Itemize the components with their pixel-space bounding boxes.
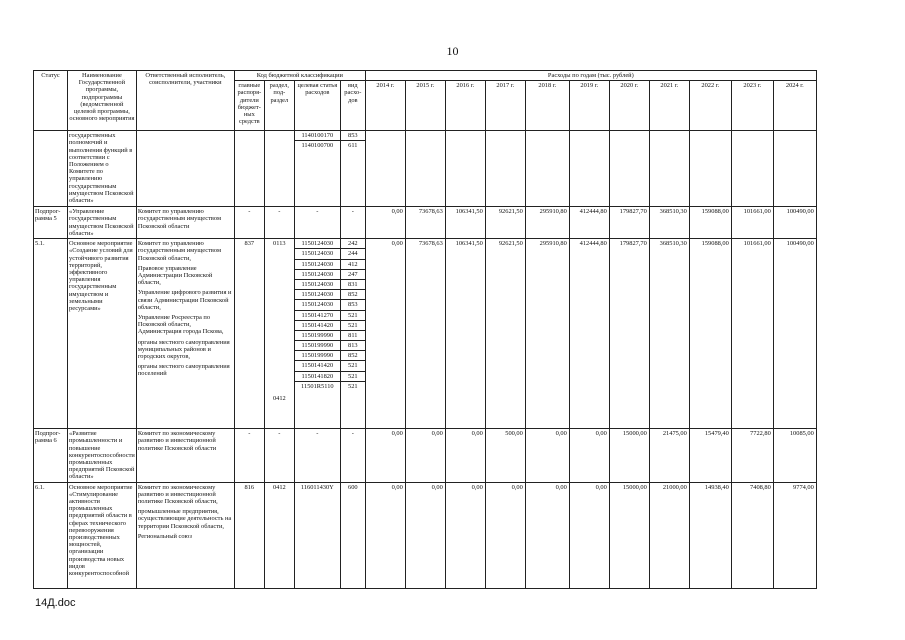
row-csr bbox=[294, 239, 340, 429]
razdel-value: 0113 bbox=[273, 240, 286, 248]
row-year-value: 295910,80 bbox=[525, 207, 569, 239]
row-status: 6.1. bbox=[34, 482, 68, 588]
row-year-value: 179827,70 bbox=[609, 239, 649, 429]
executor-line: Комитет по управлению государственным имуществом Псковской области bbox=[137, 208, 221, 230]
row-year-value bbox=[445, 131, 485, 207]
row-year-value: 0,00 bbox=[365, 207, 405, 239]
row-year-value: 159088,00 bbox=[689, 207, 731, 239]
row-year-value bbox=[731, 131, 773, 207]
executor-line: Комитет по экономическому развитию и инвестиционной политике Псковской области, bbox=[137, 483, 218, 506]
row-year-value bbox=[569, 131, 609, 207]
row-year-value: 0,00 bbox=[405, 482, 445, 588]
table-row bbox=[34, 207, 817, 239]
row-razdel bbox=[264, 239, 294, 429]
footer-filename: 14Д.doc bbox=[35, 597, 76, 609]
row-executor bbox=[136, 207, 234, 239]
row-vr bbox=[340, 239, 365, 429]
row-year-value: 295910,80 bbox=[525, 239, 569, 429]
executor-line: Региональный союз bbox=[137, 532, 192, 540]
row-csr-value: 1150199990 bbox=[295, 351, 340, 361]
header-budget-code: Код бюджетной классификации bbox=[234, 71, 365, 81]
row-year-value: 0,00 bbox=[365, 429, 405, 482]
row-vr bbox=[340, 131, 365, 207]
row-status: Подпрог-рамма 5 bbox=[34, 207, 68, 239]
row-csr-value: 116011430Y bbox=[300, 483, 334, 491]
header-status: Статус bbox=[34, 71, 68, 131]
row-razdel bbox=[264, 429, 294, 482]
row-year-value: 368510,30 bbox=[649, 207, 689, 239]
row-executor bbox=[136, 482, 234, 588]
razdel-value: 0412 bbox=[272, 395, 286, 403]
row-executor bbox=[136, 131, 234, 207]
row-year-value: 412444,80 bbox=[569, 207, 609, 239]
row-year-value: 0,00 bbox=[569, 482, 609, 588]
row-vr-value: 611 bbox=[348, 142, 358, 150]
row-vr-value: 412 bbox=[341, 260, 365, 270]
page-number: 10 bbox=[446, 44, 459, 58]
row-vr bbox=[340, 207, 365, 239]
row-year-value: 0,00 bbox=[365, 482, 405, 588]
executor-line: Управление Росреестра по Псковской области, Администрация города Пскова, bbox=[137, 314, 224, 336]
header-executor: Ответственный исполнитель, соисполнители, участники bbox=[136, 71, 234, 131]
row-year-value: 92621,50 bbox=[485, 239, 525, 429]
executor-line: органы местного самоуправления поселений bbox=[137, 363, 230, 378]
row-year-value: 0,00 bbox=[569, 429, 609, 482]
row-csr bbox=[294, 482, 340, 588]
row-year-value: 159088,00 bbox=[689, 239, 731, 429]
row-year-value: 15000,00 bbox=[609, 482, 649, 588]
row-year-value bbox=[525, 131, 569, 207]
row-vr-value: 811 bbox=[341, 331, 365, 341]
row-csr-value: 1150124030 bbox=[295, 300, 340, 310]
row-year-value: 0,00 bbox=[405, 429, 445, 482]
row-vr bbox=[340, 482, 365, 588]
table-row bbox=[34, 239, 817, 429]
row-year-value: 0,00 bbox=[485, 482, 525, 588]
row-csr-value: 1150124030 bbox=[295, 239, 340, 249]
row-year-value: 368510,30 bbox=[649, 239, 689, 429]
row-vr-value: 852 bbox=[341, 290, 365, 300]
row-year-value: 73678,63 bbox=[405, 239, 445, 429]
row-year-value: 101661,00 bbox=[731, 207, 773, 239]
header-year: 2015 г. bbox=[405, 81, 445, 131]
row-year-value: 92621,50 bbox=[485, 207, 525, 239]
row-year-value: 0,00 bbox=[365, 239, 405, 429]
row-razdel bbox=[264, 482, 294, 588]
row-year-value: 106341,50 bbox=[445, 239, 485, 429]
row-csr bbox=[294, 207, 340, 239]
header-year: 2020 г. bbox=[609, 81, 649, 131]
header-year: 2019 г. bbox=[569, 81, 609, 131]
header-year: 2022 г. bbox=[689, 81, 731, 131]
row-year-value: 15479,40 bbox=[689, 429, 731, 482]
row-csr-value: 1150141270 bbox=[295, 311, 340, 321]
row-year-value: 100490,00 bbox=[773, 207, 816, 239]
row-csr-value: 11501R5110 bbox=[301, 382, 334, 390]
executor-line: органы местного самоуправления муниципальных районов и городских округов, bbox=[137, 338, 230, 361]
row-vr-value: 853 bbox=[341, 300, 365, 310]
executor-line: Управление цифрового развития и связи Администрации Псковской области, bbox=[137, 289, 232, 311]
row-vr-value: 521 bbox=[341, 321, 365, 331]
table-row bbox=[34, 429, 817, 482]
row-csr-value: 1150124030 bbox=[295, 290, 340, 300]
table-row bbox=[34, 482, 817, 588]
table-row bbox=[34, 131, 817, 207]
row-year-value: 100490,00 bbox=[773, 239, 816, 429]
row-year-value: 106341,50 bbox=[445, 207, 485, 239]
row-csr bbox=[294, 131, 340, 207]
row-status: Подпрог-рамма 6 bbox=[34, 429, 68, 482]
row-name: Основное мероприятие «Создание условий для устойчивого развития территорий, эффективного управления государственным имуществом и земельными ресурсами» bbox=[68, 239, 137, 429]
row-year-value bbox=[773, 131, 816, 207]
row-grbs: 816 bbox=[234, 482, 264, 588]
row-vr-value: 244 bbox=[341, 249, 365, 259]
row-grbs: 837 bbox=[234, 239, 264, 429]
row-executor bbox=[136, 239, 234, 429]
row-razdel bbox=[264, 131, 294, 207]
row-year-value bbox=[689, 131, 731, 207]
row-vr-value: 521 bbox=[341, 372, 365, 382]
executor-line: Комитет по экономическому развитию и инвестиционной политике Псковской области bbox=[137, 430, 217, 452]
row-name: государственных полномочий и выполнения функций в соответствии с Положением о Комитете по управлению государственным имуществом Псковской области» bbox=[68, 131, 137, 207]
row-vr-value: 521 bbox=[341, 361, 365, 371]
row-csr-value: 1150141820 bbox=[295, 372, 340, 382]
row-year-value: 412444,80 bbox=[569, 239, 609, 429]
row-grbs bbox=[234, 131, 264, 207]
row-year-value bbox=[485, 131, 525, 207]
row-year-value: 15000,00 bbox=[609, 429, 649, 482]
razdel-value: - bbox=[278, 208, 281, 216]
row-csr-value: 1150124030 bbox=[295, 280, 340, 290]
row-grbs: - bbox=[234, 429, 264, 482]
row-csr-value: 1150199990 bbox=[295, 341, 340, 351]
row-name: «Развитие промышленности и повышение конкурентоспособности промышленных предприятий Псковской области» bbox=[69, 430, 135, 481]
row-year-value: 500,00 bbox=[485, 429, 525, 482]
row-vr-value: 853 bbox=[341, 131, 365, 141]
row-year-value bbox=[649, 131, 689, 207]
row-razdel bbox=[264, 207, 294, 239]
razdel-value: 0412 bbox=[272, 483, 286, 491]
row-vr-value: 852 bbox=[341, 351, 365, 361]
header-year: 2014 г. bbox=[365, 81, 405, 131]
row-year-value: 0,00 bbox=[525, 482, 569, 588]
row-year-value: 21475,00 bbox=[649, 429, 689, 482]
header-razdel: раздел, под-раздел bbox=[264, 81, 294, 131]
row-csr-value: - bbox=[316, 208, 319, 216]
row-csr-value: 1150199990 bbox=[295, 331, 340, 341]
header-year: 2017 г. bbox=[485, 81, 525, 131]
row-csr-value: 1150141420 bbox=[295, 361, 340, 371]
row-year-value: 14938,40 bbox=[689, 482, 731, 588]
row-year-value: 9774,00 bbox=[773, 482, 816, 588]
row-year-value: 179827,70 bbox=[609, 207, 649, 239]
row-vr-value: - bbox=[351, 430, 354, 438]
row-vr-value: 813 bbox=[341, 341, 365, 351]
row-year-value: 0,00 bbox=[525, 429, 569, 482]
row-year-value: 7722,80 bbox=[731, 429, 773, 482]
row-year-value bbox=[365, 131, 405, 207]
row-csr-value: - bbox=[316, 430, 319, 438]
header-year: 2018 г. bbox=[525, 81, 569, 131]
header-year: 2021 г. bbox=[649, 81, 689, 131]
row-vr-value: 247 bbox=[341, 270, 365, 280]
executor-line: промышленные предприятия, осуществляющие деятельность на территории Псковской области, bbox=[137, 508, 232, 530]
row-vr bbox=[340, 429, 365, 482]
row-csr-value: 1140100170 bbox=[295, 131, 340, 141]
row-vr-value: 521 bbox=[341, 311, 365, 321]
row-csr-value: 1150124030 bbox=[295, 249, 340, 259]
executor-line: Правовое управление Администрации Псковской области, bbox=[137, 264, 213, 287]
row-year-value: 0,00 bbox=[445, 429, 485, 482]
row-status bbox=[34, 131, 68, 207]
header-vr: вид расхо-дов bbox=[340, 81, 365, 131]
row-csr-value: 1150124030 bbox=[295, 270, 340, 280]
row-csr bbox=[294, 429, 340, 482]
row-year-value: 73678,63 bbox=[405, 207, 445, 239]
budget-table bbox=[33, 70, 817, 589]
row-year-value: 10085,00 bbox=[773, 429, 816, 482]
row-csr-value: 1150124030 bbox=[295, 260, 340, 270]
header-year: 2016 г. bbox=[445, 81, 485, 131]
row-vr-value: 521 bbox=[348, 382, 358, 390]
row-vr-value: 242 bbox=[341, 239, 365, 249]
row-vr-value: - bbox=[351, 208, 354, 216]
header-grbs: главные распоря-дители бюджет-ных средств bbox=[234, 81, 264, 131]
row-name: «Управление государственным имуществом Псковской области» bbox=[68, 207, 137, 239]
row-year-value bbox=[405, 131, 445, 207]
header-name: Наименование Государственной программы, подпрограммы (ведомственной целевой программы, основного мероприятия bbox=[68, 71, 137, 131]
header-year: 2023 г. bbox=[731, 81, 773, 131]
row-executor bbox=[136, 429, 234, 482]
row-csr-value: 1150141420 bbox=[295, 321, 340, 331]
row-year-value: 0,00 bbox=[445, 482, 485, 588]
header-csr: целевая статья расходов bbox=[294, 81, 340, 131]
row-year-value: 21000,00 bbox=[649, 482, 689, 588]
row-name: Основное мероприятие «Стимулирование активности промышленных предприятий области в сферах технического перевооружения производственных мощностей, организации производства новых видов конкурентоспособной bbox=[68, 482, 137, 588]
header-year: 2024 г. bbox=[773, 81, 816, 131]
row-csr-value: 1140100700 bbox=[301, 142, 334, 150]
row-vr-value: 831 bbox=[341, 280, 365, 290]
row-year-value: 7408,80 bbox=[731, 482, 773, 588]
razdel-value: - bbox=[278, 430, 281, 438]
executor-line: Комитет по управлению государственным имуществом Псковской области, bbox=[137, 240, 221, 262]
row-status: 5.1. bbox=[34, 239, 68, 429]
row-year-value bbox=[609, 131, 649, 207]
row-vr-value: 600 bbox=[348, 483, 358, 491]
row-year-value: 101661,00 bbox=[731, 239, 773, 429]
header-expenses: Расходы по годам (тыс. рублей) bbox=[365, 71, 816, 81]
row-grbs: - bbox=[234, 207, 264, 239]
